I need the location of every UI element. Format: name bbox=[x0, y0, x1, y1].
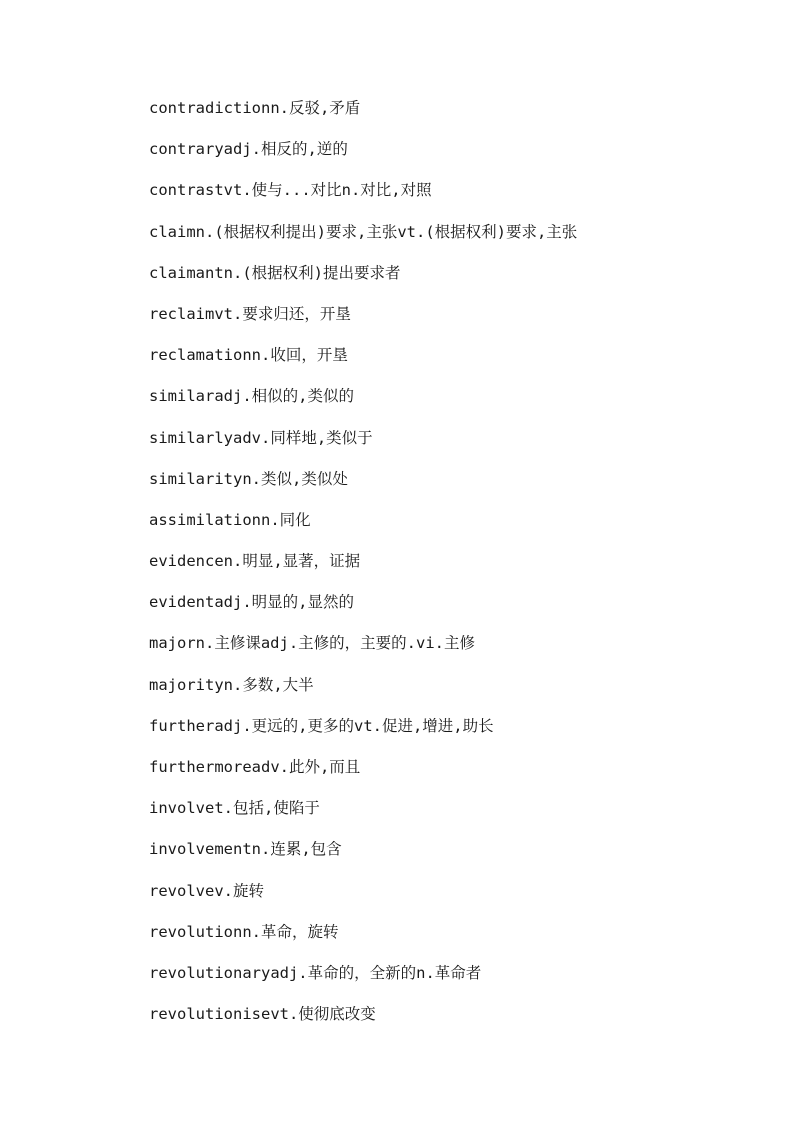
vocab-entry: contrastvt.使与...对比n.对比,对照 bbox=[149, 181, 432, 200]
vocab-entry: furtheradj.更远的,更多的vt.促进,增进,助长 bbox=[149, 716, 494, 735]
vocab-entry: revolvev.旋转 bbox=[149, 881, 264, 900]
vocab-entry: furthermoreadv.此外,而且 bbox=[149, 758, 361, 776]
vocab-entry: involvementn.连累,包含 bbox=[149, 840, 342, 859]
vocab-entry: reclamationn.收回，开垦 bbox=[149, 346, 348, 365]
vocab-entry: evidentadj.明显的,显然的 bbox=[149, 593, 354, 612]
vocab-entry: contraryadj.相反的,逆的 bbox=[149, 140, 348, 159]
vocab-entry: claimn.(根据权利提出)要求,主张vt.(根据权利)要求,主张 bbox=[149, 222, 578, 241]
vocab-entry: reclaimvt.要求归还，开垦 bbox=[149, 304, 351, 323]
vocab-entry: assimilationn.同化 bbox=[149, 510, 311, 529]
vocab-entry: similaradj.相似的,类似的 bbox=[149, 387, 354, 406]
vocab-entry: similarlyadv.同样地,类似于 bbox=[149, 428, 373, 447]
vocab-entry: revolutionaryadj.革命的，全新的n.革命者 bbox=[149, 963, 482, 982]
vocab-entry: evidencen.明显,显著，证据 bbox=[149, 552, 361, 571]
vocab-entry: claimantn.(根据权利)提出要求者 bbox=[149, 263, 401, 282]
vocab-entry: contradictionn.反驳,矛盾 bbox=[149, 99, 361, 117]
vocab-entry: involvet.包括,使陷于 bbox=[149, 799, 320, 818]
vocabulary-list bbox=[149, 94, 749, 1041]
vocab-entry: similarityn.类似,类似处 bbox=[149, 469, 348, 488]
vocab-entry: majorityn.多数,大半 bbox=[149, 675, 314, 694]
vocab-entry: majorn.主修课adj.主修的，主要的.vi.主修 bbox=[149, 634, 475, 653]
vocab-entry: revolutionisevt.使彻底改变 bbox=[149, 1005, 376, 1024]
vocab-entry: revolutionn.革命，旋转 bbox=[149, 922, 339, 941]
